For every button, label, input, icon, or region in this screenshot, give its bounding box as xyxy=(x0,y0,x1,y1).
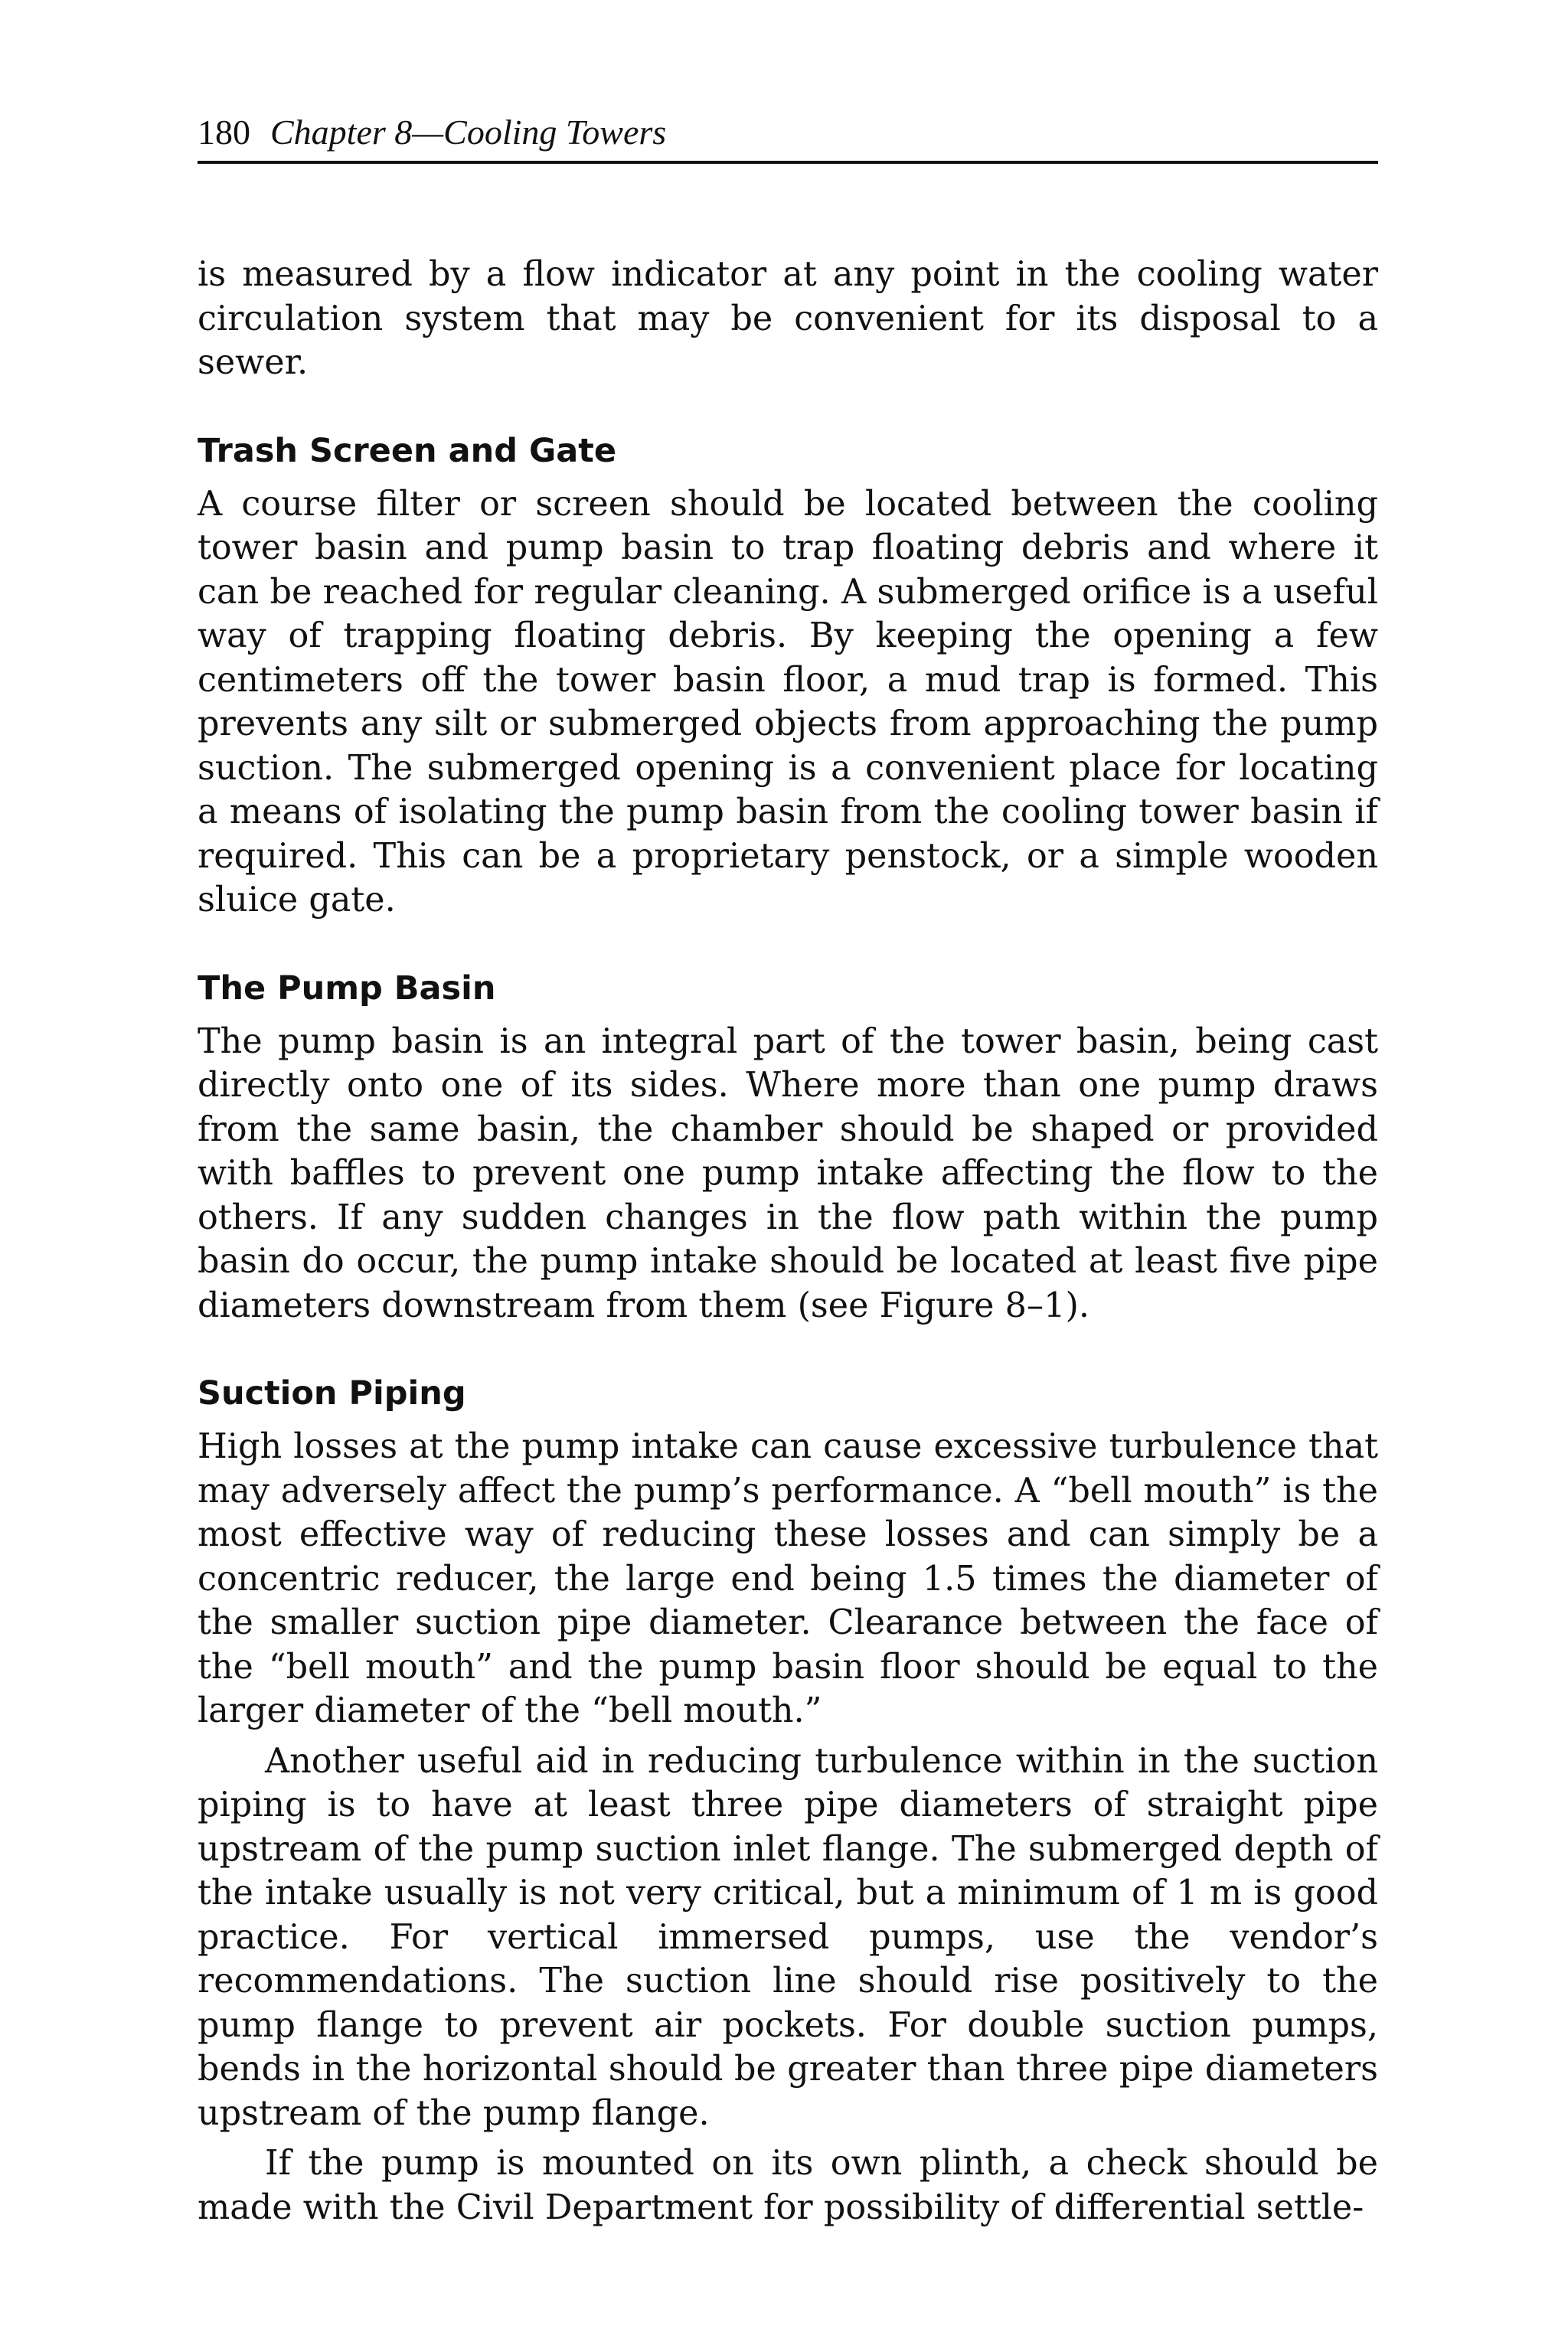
suction-piping-paragraph-2: Another useful aid in reducing turbulence within in the suction piping is to have at least three pipe diameters of straight pipe upstream of the pump suction inlet flange. The submerged depth of the intake usually is not very critical, but a minimum of 1 m is good practice. For vertical immersed pumps, use the vendor’s recommendations. The suction line should rise positively to the pump flange to prevent air pockets. For double suction pumps, bends in the horizontal should be greater than three pipe diameters upstream of the pump flange. xyxy=(198,1741,1378,2133)
intro-paragraph: is measured by a flow indicator at any point in the cooling water circulation system that may be convenient for its disposal to a sewer. xyxy=(198,255,1378,382)
book-page xyxy=(198,115,1378,2230)
pump-basin-paragraph: The pump basin is an integral part of the tower basin, being cast directly onto one of its sides. Where more than one pump draws from the same basin, the chamber should be shaped or provided with baffles to prevent one pump intake affecting the flow to the others. If any sudden changes in the flow path within the pump basin do occur, the pump intake should be located at least five pipe diameters downstream from them (see Figure 8–1). xyxy=(198,1021,1378,1325)
suction-piping-paragraph-3: If the pump is mounted on its own plinth, a check should be made with the Civil Department for possibility of differential settle- xyxy=(198,2144,1378,2227)
trash-screen-paragraph: A course filter or screen should be located between the cooling tower basin and pump basin to trap floating debris and where it can be reached for regular cleaning. A submerged orifice is a useful way of trapping floating debris. By keeping the opening a few centimeters off the tower basin floor, a mud trap is formed. This prevents any silt or submerged objects from approaching the pump suction. The submerged opening is a convenient place for locating a means of isolating the pump basin from the cooling tower basin if required. This can be a proprietary penstock, or a simple wooden sluice gate. xyxy=(198,484,1378,920)
running-head xyxy=(198,115,1378,164)
chapter-title: Chapter 8—Cooling Towers xyxy=(270,113,667,152)
section-heading-trash-screen: Trash Screen and Gate xyxy=(198,431,616,470)
section-heading-suction-piping: Suction Piping xyxy=(198,1374,466,1413)
page-number: 180 xyxy=(198,113,250,152)
body-text xyxy=(198,253,1378,2230)
section-heading-pump-basin: The Pump Basin xyxy=(198,969,496,1008)
suction-piping-paragraph-1: High losses at the pump intake can cause excessive turbulence that may adversely affect the pump’s performance. A “bell mouth” is the most effective way of reducing these losses and can simply be a concentric reducer, the large end being 1.5 times the diameter of the smaller suction pipe diameter. Clearance between the face of the “bell mouth” and the pump basin floor should be equal to the larger diameter of the “bell mouth.” xyxy=(198,1427,1378,1730)
